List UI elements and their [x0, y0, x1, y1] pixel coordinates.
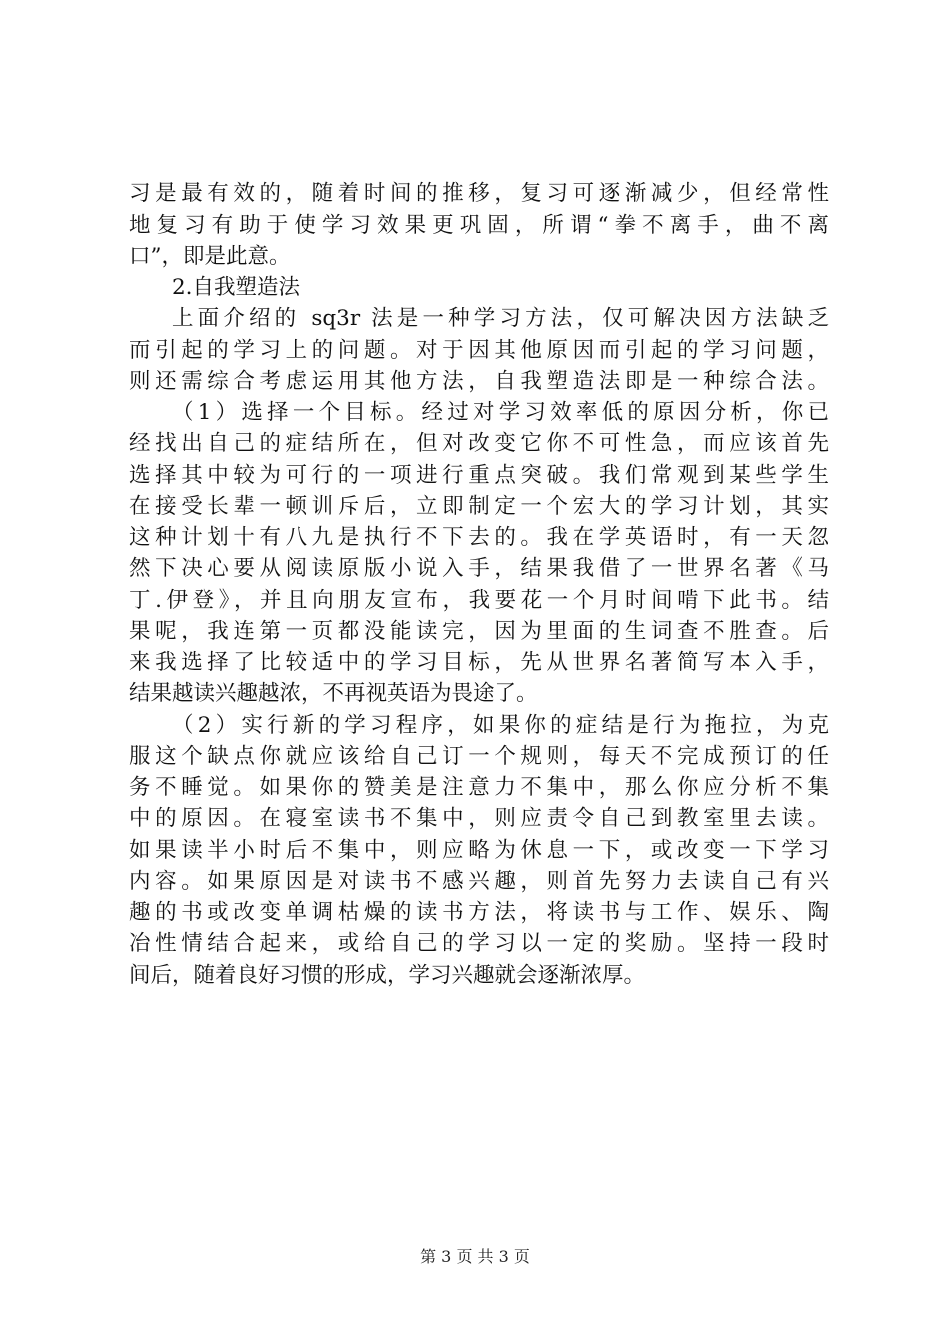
- text-line: 选择其中较为可行的一项进行重点突破。我们常观到某些学生: [129, 463, 829, 488]
- text-line: 而引起的学习上的问题。对于因其他原因而引起的学习问题，: [129, 338, 829, 363]
- text-line: 这种计划十有八九是执行不下去的。我在学英语时，有一天忽: [129, 525, 829, 550]
- text-line: 中的原因。在寝室读书不集中，则应责令自己到教室里去读。: [129, 806, 829, 831]
- text-line: 上面介绍的 sq3r 法是一种学习方法，仅可解决因方法缺乏: [172, 306, 829, 331]
- text-line: 如果读半小时后不集中，则应略为休息一下，或改变一下学习: [129, 838, 829, 863]
- text-line: 习是最有效的，随着时间的推移，复习可逐渐减少，但经常性: [129, 181, 829, 206]
- text-line: （2）实行新的学习程序，如果你的症结是行为拖拉，为克: [172, 713, 829, 738]
- text-line: 然下决心要从阅读原版小说入手，结果我借了一世界名著《马: [129, 556, 829, 581]
- text-line: 结果越读兴趣越浓，不再视英语为畏途了。: [129, 681, 538, 706]
- text-line: 在接受长辈一顿训斥后，立即制定一个宏大的学习计划，其实: [129, 494, 829, 519]
- text-line: 冶性情结合起来，或给自己的学习以一定的奖励。坚持一段时: [129, 931, 829, 956]
- text-line: 则还需综合考虑运用其他方法，自我塑造法即是一种综合法。: [129, 369, 829, 394]
- text-line: 丁.伊登》，并且向朋友宣布，我要花一个月时间啃下此书。结: [129, 588, 829, 613]
- text-line: 果呢，我连第一页都没能读完，因为里面的生词查不胜查。后: [129, 619, 829, 644]
- text-line: 务不睡觉。如果你的赞美是注意力不集中，那么你应分析不集: [129, 775, 829, 800]
- text-line: 间后，随着良好习惯的形成，学习兴趣就会逐渐浓厚。: [129, 963, 646, 988]
- text-line: 地复习有助于使学习效果更巩固，所谓“拳不离手，曲不离: [129, 213, 829, 238]
- text-line: 趣的书或改变单调枯燥的读书方法，将读书与工作、娱乐、陶: [129, 900, 829, 925]
- text-line: 来我选择了比较适中的学习目标，先从世界名著简写本入手，: [129, 650, 829, 675]
- text-line: 经找出自己的症结所在，但对改变它你不可性急，而应该首先: [129, 431, 829, 456]
- text-line: 口”，即是此意。: [129, 244, 291, 269]
- text-line: 服这个缺点你就应该给自己订一个规则，每天不完成预订的任: [129, 744, 829, 769]
- page-number-footer: 第 3 页 共 3 页: [420, 1247, 530, 1266]
- section-heading: 2.自我塑造法: [172, 275, 301, 300]
- text-line: 内容。如果原因是对读书不感兴趣，则首先努力去读自己有兴: [129, 869, 829, 894]
- text-line: （1）选择一个目标。经过对学习效率低的原因分析，你已: [172, 400, 829, 425]
